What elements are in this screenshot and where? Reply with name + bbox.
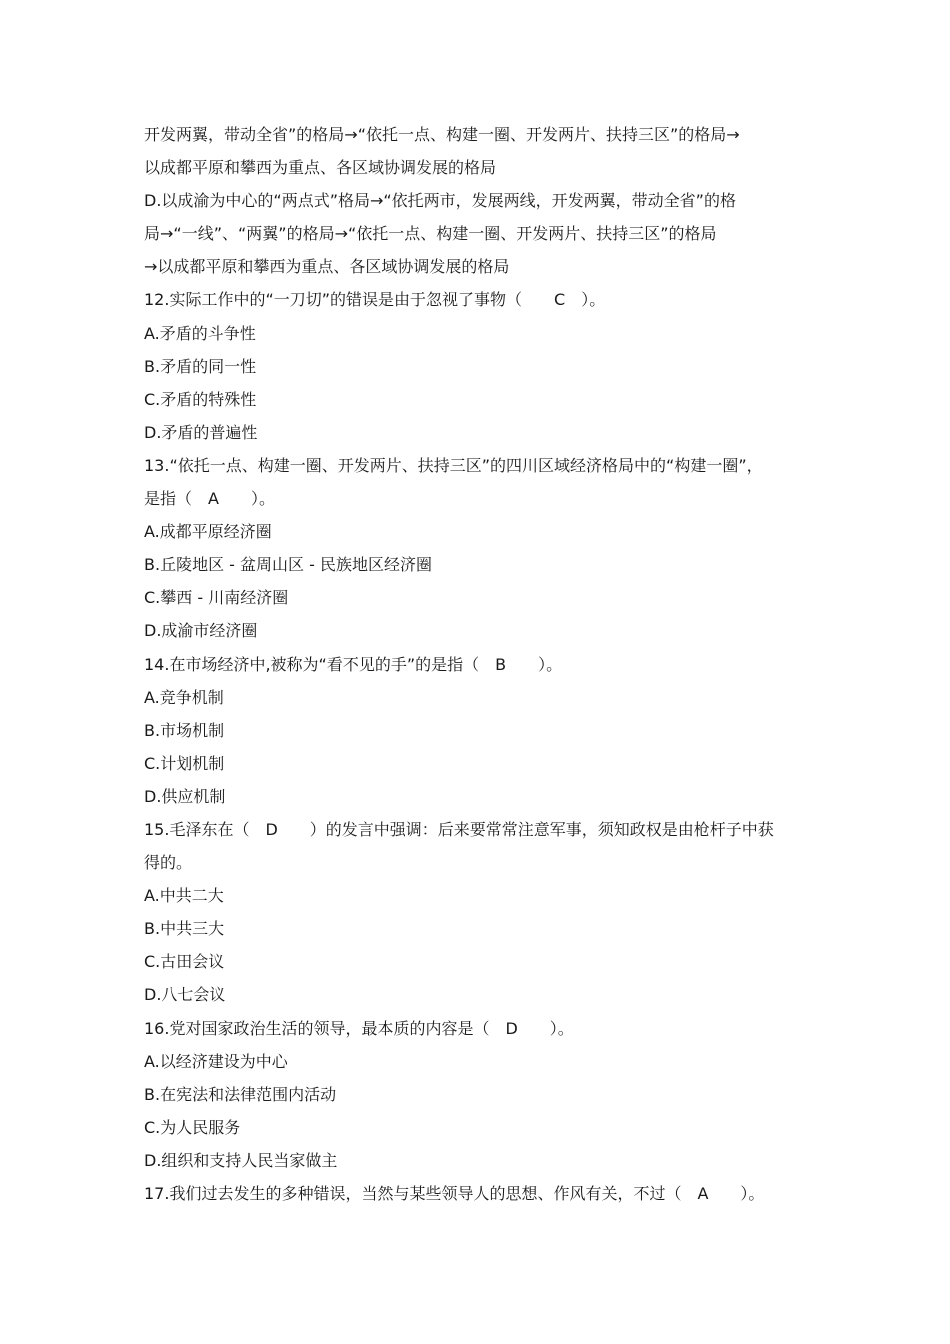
option-a: A.矛盾的斗争性 — [144, 323, 256, 343]
option-a: A.中共二大 — [144, 886, 224, 906]
question-15: 15.毛泽东在（ D ）的发言中强调：后来要常常注意军事，须知政权是由枪杆子中获 — [144, 819, 774, 839]
option-c: C.计划机制 — [144, 753, 225, 773]
option-c: C.攀西 - 川南经济圈 — [144, 588, 289, 608]
question-14: 14.在市场经济中,被称为“看不见的手”的是指（ B ）。 — [144, 654, 563, 674]
text-line: 开发两翼，带动全省”的格局→“依托一点、构建一圈、开发两片、扶持三区”的格局→ — [144, 125, 740, 144]
option-b: B.中共三大 — [144, 919, 225, 939]
option-a: A.成都平原经济圈 — [144, 522, 272, 542]
text-line: 局→“一线”、“两翼”的格局→“依托一点、构建一圈、开发两片、扶持三区”的格局 — [144, 224, 717, 244]
question-16: 16.党对国家政治生活的领导，最本质的内容是（ D ）。 — [144, 1018, 574, 1038]
option-d: D.供应机制 — [144, 786, 226, 806]
option-c: C.为人民服务 — [144, 1117, 241, 1137]
option-a: A.竞争机制 — [144, 687, 224, 707]
option-d: D.矛盾的普遍性 — [144, 422, 258, 442]
option-d: D.成渝市经济圈 — [144, 621, 258, 641]
option-a: A.以经济建设为中心 — [144, 1051, 288, 1071]
option-c: C.古田会议 — [144, 952, 225, 972]
question-13: 13.“依托一点、构建一圈、开发两片、扶持三区”的四川区域经济格局中的“构建一圈”， — [144, 455, 763, 475]
text-line: 以成都平原和攀西为重点、各区域协调发展的格局 — [144, 158, 497, 178]
option-d: D.组织和支持人民当家做主 — [144, 1150, 338, 1170]
text-line: 是指（ A ）。 — [144, 489, 275, 509]
option-d: D.以成渝为中心的“两点式”格局→“依托两市，发展两线，开发两翼，带动全省”的格 — [144, 191, 736, 211]
option-c: C.矛盾的特殊性 — [144, 389, 257, 409]
text-line: →以成都平原和攀西为重点、各区域协调发展的格局 — [144, 257, 510, 277]
option-b: B.矛盾的同一性 — [144, 356, 257, 376]
option-b: B.市场机制 — [144, 720, 225, 740]
document-page — [144, 118, 824, 1210]
question-17: 17.我们过去发生的多种错误，当然与某些领导人的思想、作风有关，不过（ A ）。 — [144, 1184, 765, 1203]
question-12: 12.实际工作中的“一刀切”的错误是由于忽视了事物（ C ）。 — [144, 290, 606, 310]
text-line: 得的。 — [144, 853, 193, 873]
option-b: B.在宪法和法律范围内活动 — [144, 1084, 337, 1104]
option-b: B.丘陵地区 - 盆周山区 - 民族地区经济圈 — [144, 555, 432, 575]
option-d: D.八七会议 — [144, 985, 226, 1005]
